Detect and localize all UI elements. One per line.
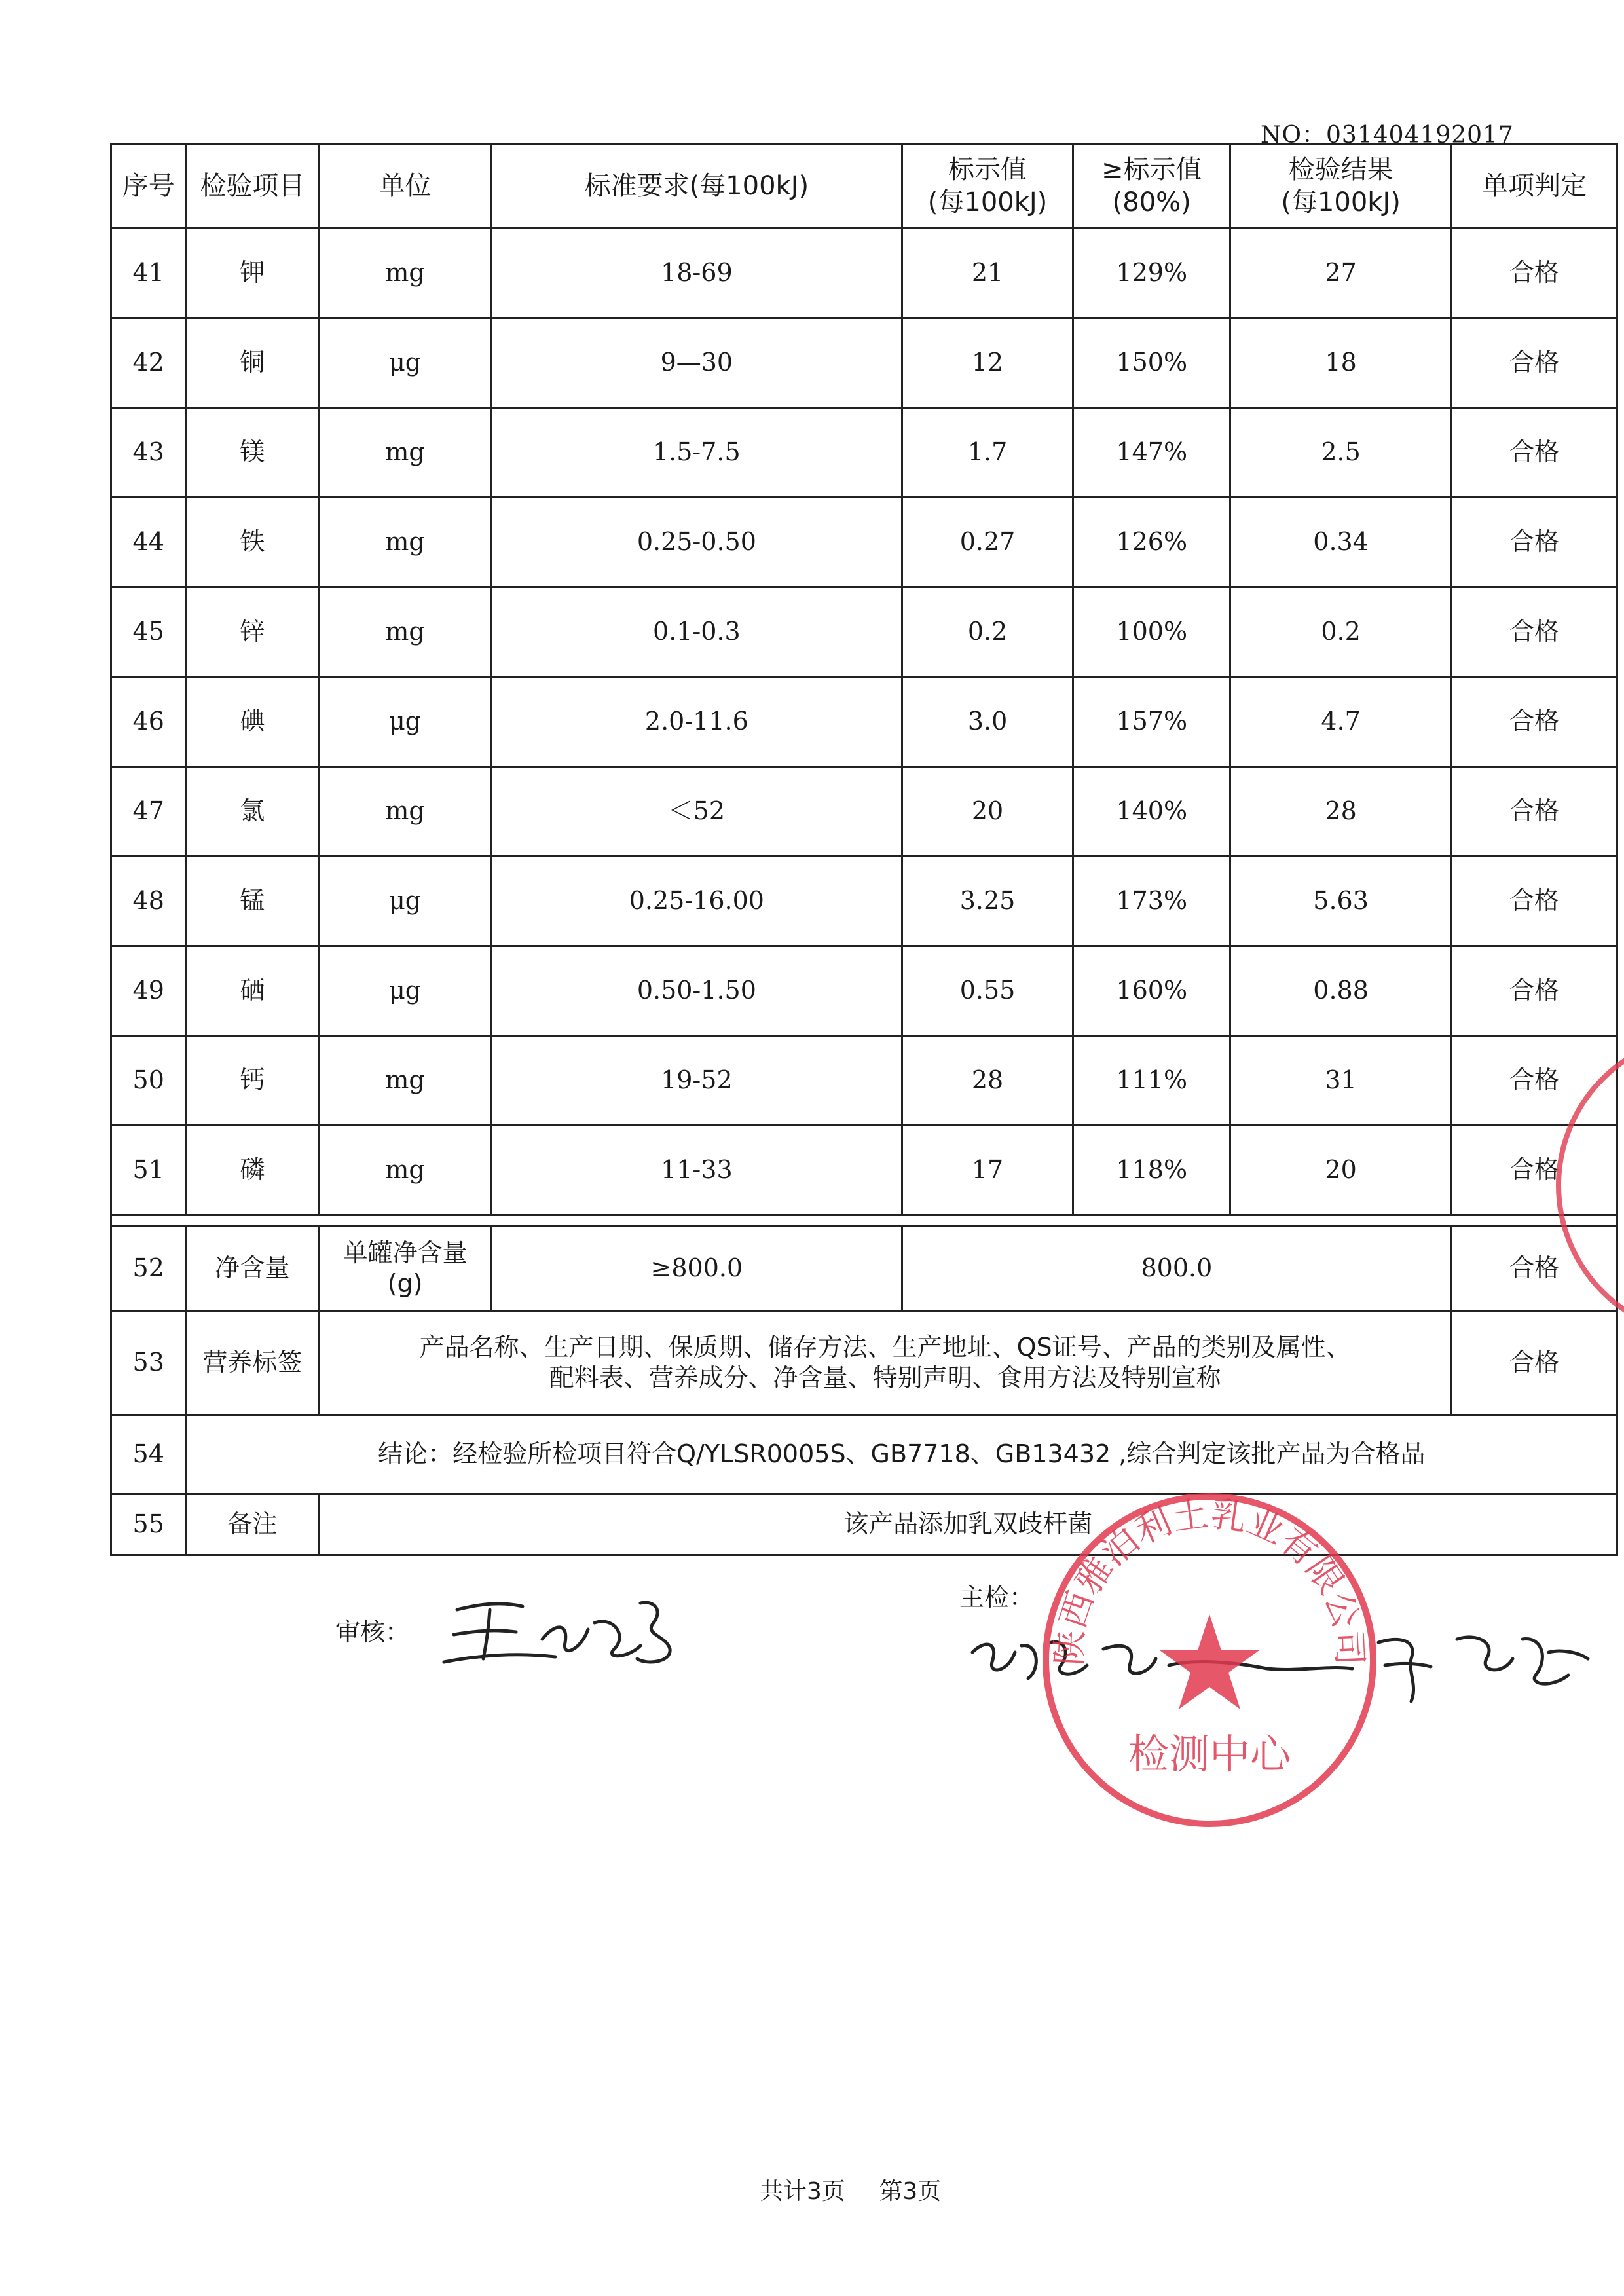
cell-unit-line2: (g) (387, 1269, 423, 1298)
table-row-net-content (111, 1227, 1617, 1311)
header-result-line2: (每100kJ) (1281, 187, 1401, 217)
table-row (111, 1126, 1617, 1215)
cell-unit: mg (319, 1036, 492, 1126)
cell-ratio: 140% (1073, 767, 1230, 857)
cell-standard: ＜52 (491, 767, 902, 857)
cell-label-value: 0.27 (902, 498, 1073, 587)
cell-seq: 53 (111, 1311, 186, 1415)
cell-item: 氯 (186, 767, 319, 857)
cell-standard: 0.25-16.00 (491, 857, 902, 946)
cell-verdict: 合格 (1452, 1126, 1617, 1215)
cell-unit: μg (319, 677, 492, 767)
cell-unit: mg (319, 408, 492, 498)
edge-seal-icon (1545, 1022, 1624, 1349)
cell-label-value: 1.7 (902, 408, 1073, 498)
report-number: NO：031404192017 (1261, 122, 1514, 149)
cell-unit: μg (319, 946, 492, 1036)
header-ratio (1073, 144, 1230, 229)
cell-seq: 41 (111, 229, 186, 318)
cell-ratio: 150% (1073, 318, 1230, 408)
cell-result: 800.0 (902, 1227, 1451, 1311)
cell-seq: 46 (111, 677, 186, 767)
table-separator (111, 1215, 1617, 1227)
cell-unit: μg (319, 857, 492, 946)
cell-result: 28 (1230, 767, 1452, 857)
cell-standard: 0.25-0.50 (491, 498, 902, 587)
cell-label-value: 21 (902, 229, 1073, 318)
cell-result: 0.88 (1230, 946, 1452, 1036)
cell-seq: 52 (111, 1227, 186, 1311)
cell-seq: 54 (111, 1415, 186, 1494)
label-requirements-line1: 产品名称、生产日期、保质期、储存方法、生产地址、QS证号、产品的类别及属性、 (419, 1332, 1351, 1361)
cell-standard: 0.1-0.3 (491, 587, 902, 677)
table-row (111, 677, 1617, 767)
chief-label: 主检： (959, 1583, 1035, 1612)
cell-unit (319, 1227, 492, 1311)
header-seq: 序号 (111, 144, 186, 229)
header-label-value-line2: (每100kJ) (927, 187, 1048, 217)
inspection-table (110, 143, 1618, 1556)
separator-cell (111, 1215, 1617, 1227)
cell-item: 硒 (186, 946, 319, 1036)
header-result (1230, 144, 1452, 229)
table-row-nutrition-label (111, 1311, 1617, 1415)
table-row (111, 229, 1617, 318)
header-verdict: 单项判定 (1452, 144, 1617, 229)
cell-seq: 47 (111, 767, 186, 857)
table-row (111, 946, 1617, 1036)
cell-seq: 44 (111, 498, 186, 587)
cell-result: 2.5 (1230, 408, 1452, 498)
cell-seq: 45 (111, 587, 186, 677)
cell-label-value: 0.2 (902, 587, 1073, 677)
cell-result: 0.34 (1230, 498, 1452, 587)
company-seal (1036, 1487, 1383, 1834)
cell-item: 净含量 (186, 1227, 319, 1311)
table-row (111, 767, 1617, 857)
cell-standard: 11-33 (491, 1126, 902, 1215)
cell-result: 31 (1230, 1036, 1452, 1126)
cell-verdict: 合格 (1452, 1311, 1617, 1415)
cell-verdict: 合格 (1452, 677, 1617, 767)
header-unit: 单位 (319, 144, 492, 229)
cell-item: 备注 (186, 1494, 319, 1555)
cell-verdict: 合格 (1452, 408, 1617, 498)
cell-item: 碘 (186, 677, 319, 767)
cell-label-value: 3.0 (902, 677, 1073, 767)
cell-label-value: 12 (902, 318, 1073, 408)
cell-item: 铜 (186, 318, 319, 408)
cell-label-requirements (319, 1311, 1452, 1415)
cell-verdict: 合格 (1452, 229, 1617, 318)
header-standard: 标准要求(每100kJ) (491, 144, 902, 229)
cell-seq: 48 (111, 857, 186, 946)
header-label-value-line1: 标示值 (948, 155, 1027, 185)
cell-result: 0.2 (1230, 587, 1452, 677)
cell-ratio: 118% (1073, 1126, 1230, 1215)
table-row (111, 318, 1617, 408)
review-label: 审核： (335, 1617, 411, 1646)
cell-standard: 18-69 (491, 229, 902, 318)
cell-seq: 42 (111, 318, 186, 408)
label-requirements-line2: 配料表、营养成分、净含量、特别声明、食用方法及特别宣称 (549, 1363, 1221, 1392)
cell-ratio: 126% (1073, 498, 1230, 587)
cell-result: 18 (1230, 318, 1452, 408)
header-item: 检验项目 (186, 144, 319, 229)
header-result-line1: 检验结果 (1288, 155, 1393, 185)
cell-unit: mg (319, 587, 492, 677)
cell-result: 5.63 (1230, 857, 1452, 946)
cell-verdict: 合格 (1452, 946, 1617, 1036)
cell-standard: 19-52 (491, 1036, 902, 1126)
cell-standard: 9—30 (491, 318, 902, 408)
cell-verdict: 合格 (1452, 587, 1617, 677)
edge-seal-fragment (1545, 1022, 1624, 1349)
cell-item: 镁 (186, 408, 319, 498)
cell-ratio: 111% (1073, 1036, 1230, 1126)
reviewer-signature (418, 1583, 693, 1675)
cell-standard: ≥800.0 (491, 1227, 902, 1311)
table-row (111, 1036, 1617, 1126)
cell-verdict: 合格 (1452, 857, 1617, 946)
header-label-value (902, 144, 1073, 229)
cell-ratio: 160% (1073, 946, 1230, 1036)
cell-unit: mg (319, 1126, 492, 1215)
cell-item: 锌 (186, 587, 319, 677)
seal-arc-text: 陕西雅泊利土乳业有限公司 (1048, 1492, 1371, 1667)
seal-center-text: 检测中心 (1128, 1730, 1291, 1778)
cell-item: 磷 (186, 1126, 319, 1215)
cell-standard: 0.50-1.50 (491, 946, 902, 1036)
cell-ratio: 157% (1073, 677, 1230, 767)
table-row (111, 587, 1617, 677)
page-footer (760, 2173, 941, 2206)
cell-label-value: 0.55 (902, 946, 1073, 1036)
cell-verdict: 合格 (1452, 318, 1617, 408)
cell-seq: 50 (111, 1036, 186, 1126)
cell-label-value: 17 (902, 1126, 1073, 1215)
cell-unit: mg (319, 767, 492, 857)
cell-seq: 51 (111, 1126, 186, 1215)
cell-result: 27 (1230, 229, 1452, 318)
table-row (111, 408, 1617, 498)
cell-item: 铁 (186, 498, 319, 587)
page-current: 第3页 (879, 2178, 942, 2205)
cell-unit: mg (319, 498, 492, 587)
cell-result: 4.7 (1230, 677, 1452, 767)
page-total: 共计3页 (760, 2178, 845, 2205)
table-row-conclusion (111, 1415, 1617, 1494)
header-ratio-line2: (80%) (1112, 187, 1191, 217)
review-signature-block (335, 1583, 693, 1675)
cell-ratio: 173% (1073, 857, 1230, 946)
cell-label-value: 28 (902, 1036, 1073, 1126)
header-ratio-line1: ≥标示值 (1101, 155, 1202, 185)
cell-result: 20 (1230, 1126, 1452, 1215)
cell-seq: 49 (111, 946, 186, 1036)
cell-seq: 43 (111, 408, 186, 498)
cell-unit-line1: 单罐净含量 (342, 1238, 468, 1267)
table-row (111, 857, 1617, 946)
table-header-row (111, 144, 1617, 229)
cell-label-value: 3.25 (902, 857, 1073, 946)
star-icon (1160, 1614, 1259, 1709)
cell-unit: μg (319, 318, 492, 408)
cell-verdict: 合格 (1452, 1227, 1617, 1311)
cell-standard: 1.5-7.5 (491, 408, 902, 498)
cell-item: 钾 (186, 229, 319, 318)
table-row (111, 498, 1617, 587)
cell-verdict: 合格 (1452, 498, 1617, 587)
cell-verdict: 合格 (1452, 1036, 1617, 1126)
cell-verdict: 合格 (1452, 767, 1617, 857)
table-row-remarks (111, 1494, 1617, 1555)
cell-item: 锰 (186, 857, 319, 946)
cell-unit: mg (319, 229, 492, 318)
cell-ratio: 129% (1073, 229, 1230, 318)
cell-item: 营养标签 (186, 1311, 319, 1415)
cell-label-value: 20 (902, 767, 1073, 857)
remarks-text: 该产品添加乳双歧杆菌 (319, 1494, 1617, 1555)
cell-item: 钙 (186, 1036, 319, 1126)
cell-ratio: 147% (1073, 408, 1230, 498)
cell-standard: 2.0-11.6 (491, 677, 902, 767)
conclusion-text: 结论：经检验所检项目符合Q/YLSR0005S、GB7718、GB13432 ,综合判定该批产品为合格品 (186, 1415, 1617, 1494)
cell-seq: 55 (111, 1494, 186, 1555)
cell-ratio: 100% (1073, 587, 1230, 677)
